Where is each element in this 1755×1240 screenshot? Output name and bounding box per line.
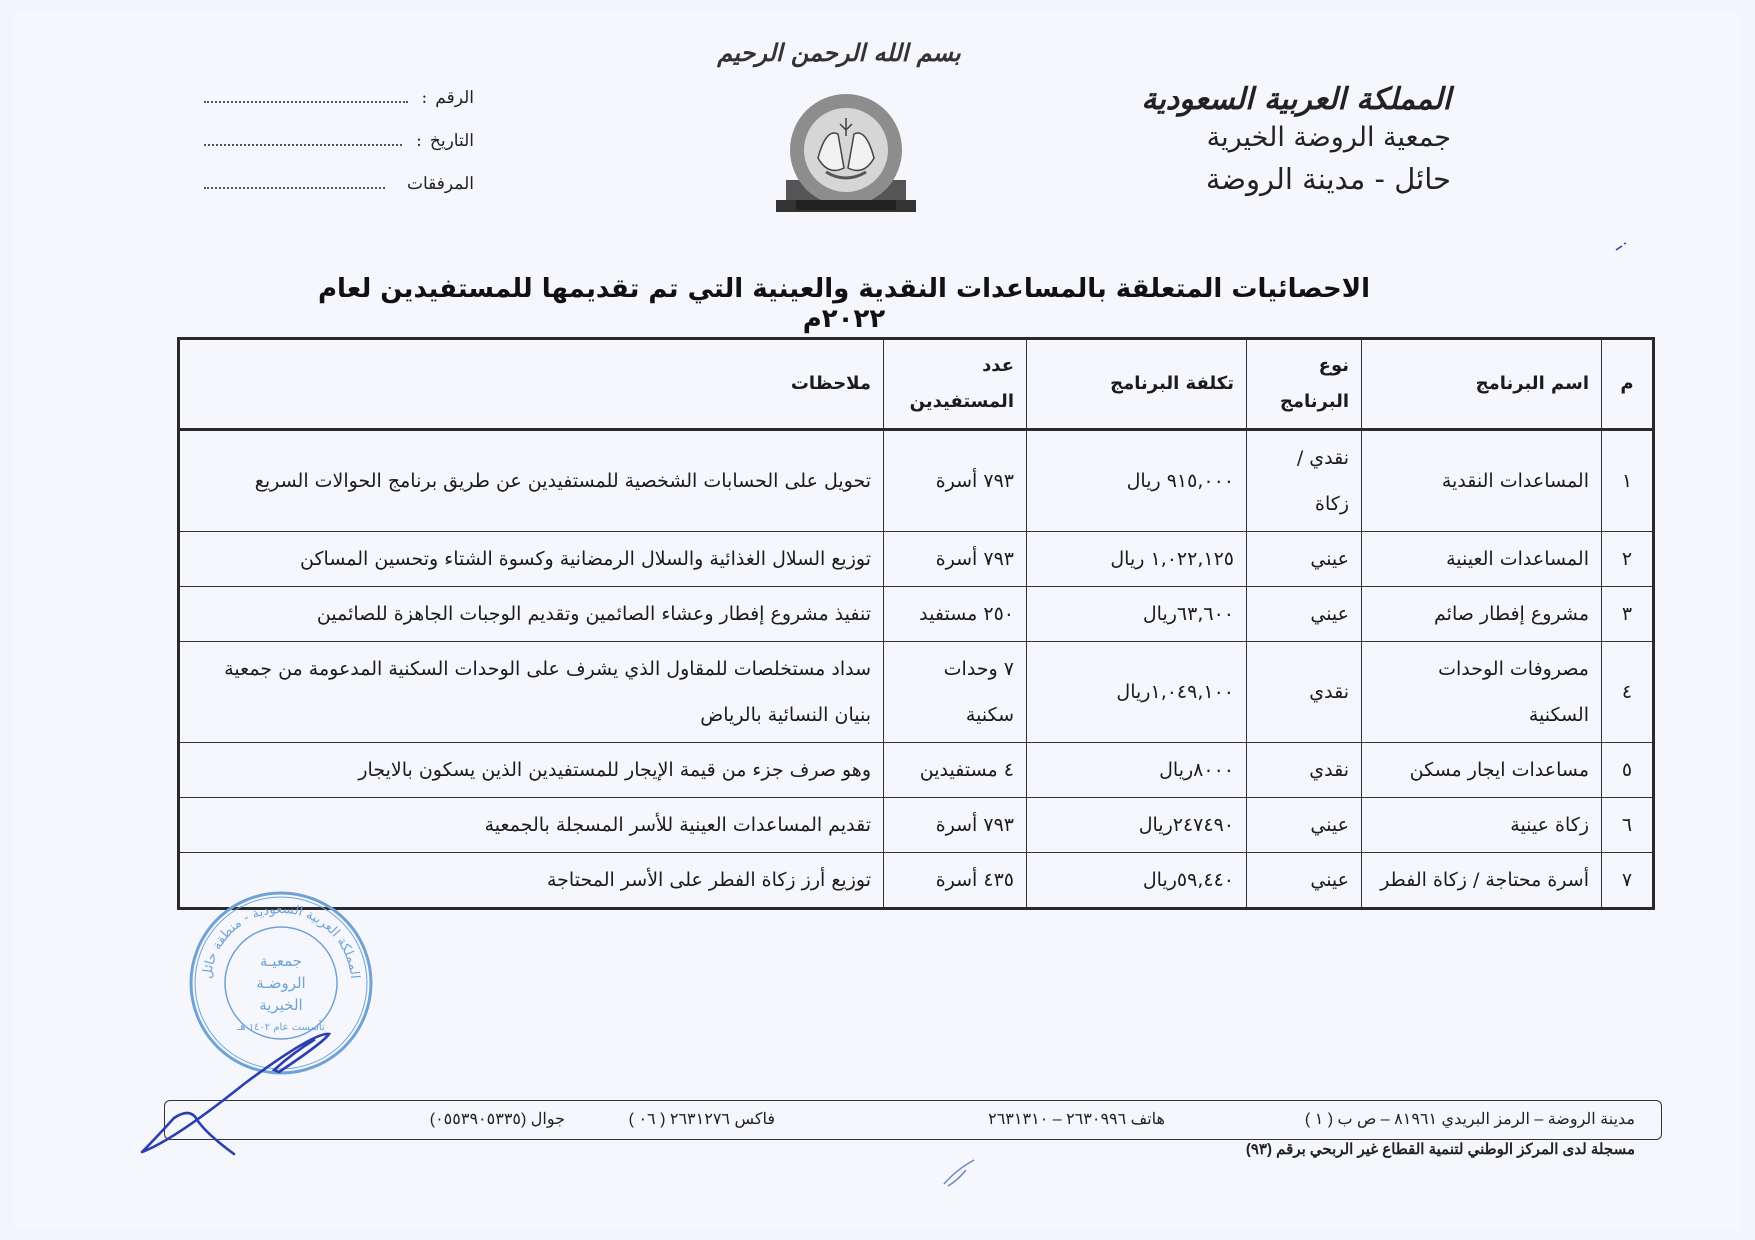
cell-notes: تقديم المساعدات العينية للأسر المسجلة بالجمعية bbox=[179, 798, 884, 853]
cell-notes: سداد مستخلصات للمقاول الذي يشرف على الوحدات السكنية المدعومة من جمعية بنيان النسائية بالرياض bbox=[179, 642, 884, 743]
table-row bbox=[179, 587, 1654, 642]
document-title: الاحصائيات المتعلقة بالمساعدات النقدية والعينية التي تم تقديمها للمستفيدين لعام ٢٠٢٢م bbox=[317, 274, 1371, 334]
stamp-founded: تأسست عام ١٤٠٢ هـ bbox=[237, 1022, 325, 1033]
cell-program-name: مشروع إفطار صائم bbox=[1362, 587, 1602, 642]
kingdom-name: المملكة العربية السعودية bbox=[1141, 82, 1451, 117]
ref-number-dotted-line bbox=[204, 91, 408, 103]
cell-beneficiaries-count: ٧٩٣ أسرة bbox=[884, 798, 1027, 853]
ref-attachments-field bbox=[204, 174, 474, 217]
cell-beneficiaries-count: ٤ مستفيدين bbox=[884, 743, 1027, 798]
header-program-name: اسم البرنامج bbox=[1362, 339, 1602, 430]
cell-beneficiaries-count: ٢٥٠ مستفيد bbox=[884, 587, 1027, 642]
cell-num: ٦ bbox=[1602, 798, 1654, 853]
header-num: م bbox=[1602, 339, 1654, 430]
reference-fields bbox=[204, 88, 474, 217]
table-row bbox=[179, 853, 1654, 909]
cell-program-type: عيني bbox=[1247, 587, 1362, 642]
organization-name: جمعية الروضة الخيرية bbox=[1206, 122, 1451, 153]
ref-number-field bbox=[204, 88, 474, 131]
cell-program-type: عيني bbox=[1247, 853, 1362, 909]
cell-program-name: المساعدات النقدية bbox=[1362, 430, 1602, 532]
cell-num: ٣ bbox=[1602, 587, 1654, 642]
table-row bbox=[179, 743, 1654, 798]
cell-num: ١ bbox=[1602, 430, 1654, 532]
ref-date-dotted-line bbox=[204, 134, 402, 146]
cell-program-name: أسرة محتاجة / زكاة الفطر bbox=[1362, 853, 1602, 909]
cell-program-name: المساعدات العينية bbox=[1362, 532, 1602, 587]
stamp-center-line1: جمعيـة bbox=[259, 952, 303, 970]
stamp-center-line3: الخيرية bbox=[259, 996, 303, 1014]
header-notes: ملاحظات bbox=[179, 339, 884, 430]
cell-notes: وهو صرف جزء من قيمة الإيجار للمستفيدين الذين يسكون بالايجار bbox=[179, 743, 884, 798]
signature-icon bbox=[134, 1022, 464, 1172]
cell-program-name: مساعدات ايجار مسكن bbox=[1362, 743, 1602, 798]
header-program-type bbox=[1247, 339, 1362, 430]
document-page bbox=[14, 12, 1741, 1230]
cell-num: ٤ bbox=[1602, 642, 1654, 743]
header-program-type-line2: البرنامج bbox=[1279, 391, 1349, 412]
header-count-line1: عدد bbox=[982, 355, 1014, 376]
pen-scribble-mark-icon bbox=[934, 1152, 994, 1192]
organization-city: حائل - مدينة الروضة bbox=[1205, 162, 1451, 196]
charity-logo-hands-icon bbox=[766, 88, 926, 214]
cell-program-cost: ٩١٥,٠٠٠ ريال bbox=[1027, 430, 1247, 532]
ref-date-field bbox=[204, 131, 474, 174]
cell-program-type: عيني bbox=[1247, 532, 1362, 587]
ref-attachments-dotted-line bbox=[204, 177, 385, 189]
cell-program-cost: ٨٠٠٠ريال bbox=[1027, 743, 1247, 798]
ref-number-label: الرقم bbox=[435, 88, 474, 108]
table-row bbox=[179, 642, 1654, 743]
cell-beneficiaries-count: ٧٩٣ أسرة bbox=[884, 430, 1027, 532]
cell-program-type: نقدي bbox=[1247, 642, 1362, 743]
cell-program-cost: ٥٩,٤٤٠ريال bbox=[1027, 853, 1247, 909]
stamp-center-line2: الروضـة bbox=[256, 974, 306, 992]
cell-program-cost: ٢٤٧٤٩٠ريال bbox=[1027, 798, 1247, 853]
colon: : bbox=[421, 88, 428, 108]
footer-fax: فاكس ٢٦٣١٢٧٦ ( ٠٦ ) bbox=[628, 1111, 775, 1128]
footer-mobile: جوال (٠٥٥٣٩٠٥٣٣٥) bbox=[429, 1111, 565, 1128]
ref-date-label: التاريخ bbox=[429, 131, 474, 151]
cell-beneficiaries-count: ٤٣٥ أسرة bbox=[884, 853, 1027, 909]
header-program-cost: تكلفة البرنامج bbox=[1027, 339, 1247, 430]
table-row bbox=[179, 798, 1654, 853]
cell-notes: تنفيذ مشروع إفطار وعشاء الصائمين وتقديم الوجبات الجاهزة للصائمين bbox=[179, 587, 884, 642]
cell-program-name: مصروفات الوحدات السكنية bbox=[1362, 642, 1602, 743]
colon: : bbox=[416, 131, 422, 151]
cell-program-name: زكاة عينية bbox=[1362, 798, 1602, 853]
cell-beneficiaries-count: ٧ وحدات سكنية bbox=[884, 642, 1027, 743]
footer-phone: هاتف ٢٦٣٠٩٩٦ – ٢٦٣١٣١٠ bbox=[988, 1111, 1165, 1128]
cell-program-cost: ٦٣,٦٠٠ريال bbox=[1027, 587, 1247, 642]
table-row bbox=[179, 532, 1654, 587]
organization-header bbox=[1141, 82, 1451, 200]
cell-program-cost: ١,٠٢٢,١٢٥ ريال bbox=[1027, 532, 1247, 587]
footer-address: مدينة الروضة – الرمز البريدي ٨١٩٦١ – ص ب ( ١ ) bbox=[1304, 1111, 1635, 1128]
header-beneficiaries-count bbox=[884, 339, 1027, 430]
table-header-row bbox=[179, 339, 1654, 430]
cell-num: ٧ bbox=[1602, 853, 1654, 909]
cell-program-cost: ١,٠٤٩,١٠٠ريال bbox=[1027, 642, 1247, 743]
cell-notes: توزيع أرز زكاة الفطر على الأسر المحتاجة bbox=[179, 853, 884, 909]
cell-num: ٥ bbox=[1602, 743, 1654, 798]
cell-notes: توزيع السلال الغذائية والسلال الرمضانية وكسوة الشتاء وتحسين المساكن bbox=[179, 532, 884, 587]
header-program-type-line1: نوع bbox=[1318, 355, 1349, 376]
header-count-line2: المستفيدين bbox=[909, 391, 1014, 412]
ref-attachments-label: المرفقات bbox=[406, 174, 474, 194]
footer-registration: مسجلة لدى المركز الوطني لتنمية القطاع غير الربحي برقم (٩٣) bbox=[1245, 1141, 1635, 1158]
cell-num: ٢ bbox=[1602, 532, 1654, 587]
stamp-outer-text: المملكة العربية السعودية - منطقة حائل bbox=[200, 901, 362, 980]
basmala: بسم الله الرحمن الرحيم bbox=[717, 38, 961, 67]
cell-notes: تحويل على الحسابات الشخصية للمستفيدين عن طريق برنامج الحوالات السريع bbox=[179, 430, 884, 532]
cell-beneficiaries-count: ٧٩٣ أسرة bbox=[884, 532, 1027, 587]
pen-tick-mark-icon bbox=[1614, 240, 1630, 254]
table-row bbox=[179, 430, 1654, 532]
cell-program-type: نقدي / زكاة bbox=[1247, 430, 1362, 532]
cell-program-type: عيني bbox=[1247, 798, 1362, 853]
cell-program-type: نقدي bbox=[1247, 743, 1362, 798]
statistics-table bbox=[177, 337, 1655, 910]
